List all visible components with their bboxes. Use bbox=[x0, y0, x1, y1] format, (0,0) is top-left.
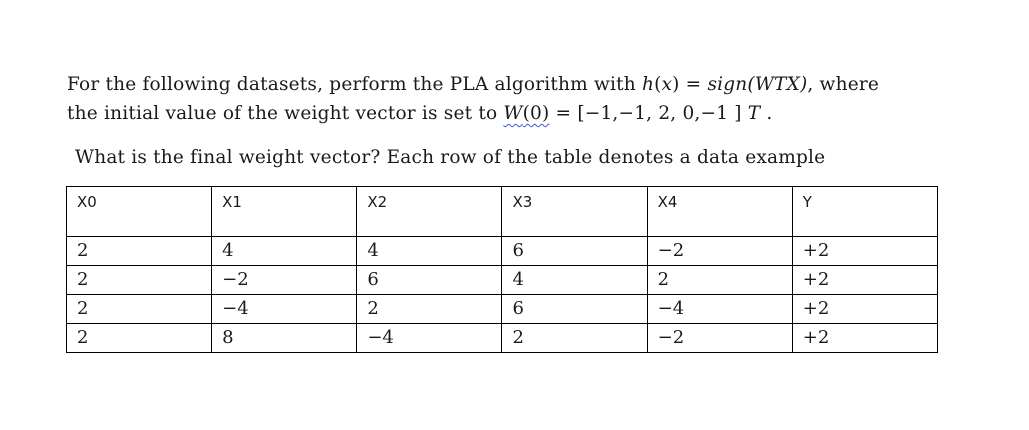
column-header: X2 bbox=[357, 187, 502, 237]
table-cell: +2 bbox=[792, 324, 937, 353]
x-symbol: x bbox=[661, 74, 673, 95]
line1-prefix: For the following datasets, perform the PLA algorithm with bbox=[67, 74, 642, 95]
paren-close: ) bbox=[672, 74, 680, 95]
question-line-3: What is the final weight vector? Each row of the table denotes a data example bbox=[75, 147, 826, 168]
table-row bbox=[67, 324, 938, 353]
equals-sign-2: = bbox=[549, 103, 578, 124]
table-cell: +2 bbox=[792, 266, 937, 295]
table-cell: 2 bbox=[67, 295, 212, 324]
table-cell: 2 bbox=[67, 237, 212, 266]
table-row bbox=[67, 237, 938, 266]
table-cell: −4 bbox=[647, 295, 792, 324]
initial-weight-vector: [−1,−1, 2, 0,−1 ] bbox=[577, 103, 748, 124]
sign-function: sign(WTX) bbox=[707, 74, 808, 95]
weight-symbol: W bbox=[503, 103, 523, 124]
table-cell: 6 bbox=[502, 237, 647, 266]
column-header: X0 bbox=[67, 187, 212, 237]
table-cell: −2 bbox=[212, 266, 357, 295]
table-cell: 2 bbox=[67, 324, 212, 353]
table-cell: −2 bbox=[647, 237, 792, 266]
table-cell: 4 bbox=[212, 237, 357, 266]
table-cell: 2 bbox=[357, 295, 502, 324]
question-line-2 bbox=[67, 99, 772, 128]
table-cell: −4 bbox=[357, 324, 502, 353]
table-cell: +2 bbox=[792, 237, 937, 266]
h-symbol: h bbox=[641, 74, 655, 95]
table-cell: 4 bbox=[502, 266, 647, 295]
column-header: X4 bbox=[647, 187, 792, 237]
equals-sign: = bbox=[679, 74, 708, 95]
line2-period: . bbox=[760, 103, 773, 124]
transpose-symbol: T bbox=[747, 103, 761, 124]
dataset-table bbox=[66, 186, 938, 353]
paren-open: ( bbox=[654, 74, 662, 95]
column-header: Y bbox=[792, 187, 937, 237]
table-cell: 8 bbox=[212, 324, 357, 353]
table-cell: 6 bbox=[357, 266, 502, 295]
table-row bbox=[67, 295, 938, 324]
table-row bbox=[67, 266, 938, 295]
line2-prefix: the initial value of the weight vector is set to bbox=[67, 103, 504, 124]
table-cell: +2 bbox=[792, 295, 937, 324]
line1-suffix: , where bbox=[807, 74, 880, 95]
table-cell: −2 bbox=[647, 324, 792, 353]
table-cell: 4 bbox=[357, 237, 502, 266]
column-header: X1 bbox=[212, 187, 357, 237]
table-cell: 2 bbox=[502, 324, 647, 353]
table-cell: 2 bbox=[647, 266, 792, 295]
table-cell: 2 bbox=[67, 266, 212, 295]
table-header-row bbox=[67, 187, 938, 237]
weight-arg: (0) bbox=[522, 103, 550, 124]
table-cell: −4 bbox=[212, 295, 357, 324]
column-header: X3 bbox=[502, 187, 647, 237]
table-cell: 6 bbox=[502, 295, 647, 324]
question-line-1 bbox=[67, 70, 879, 99]
